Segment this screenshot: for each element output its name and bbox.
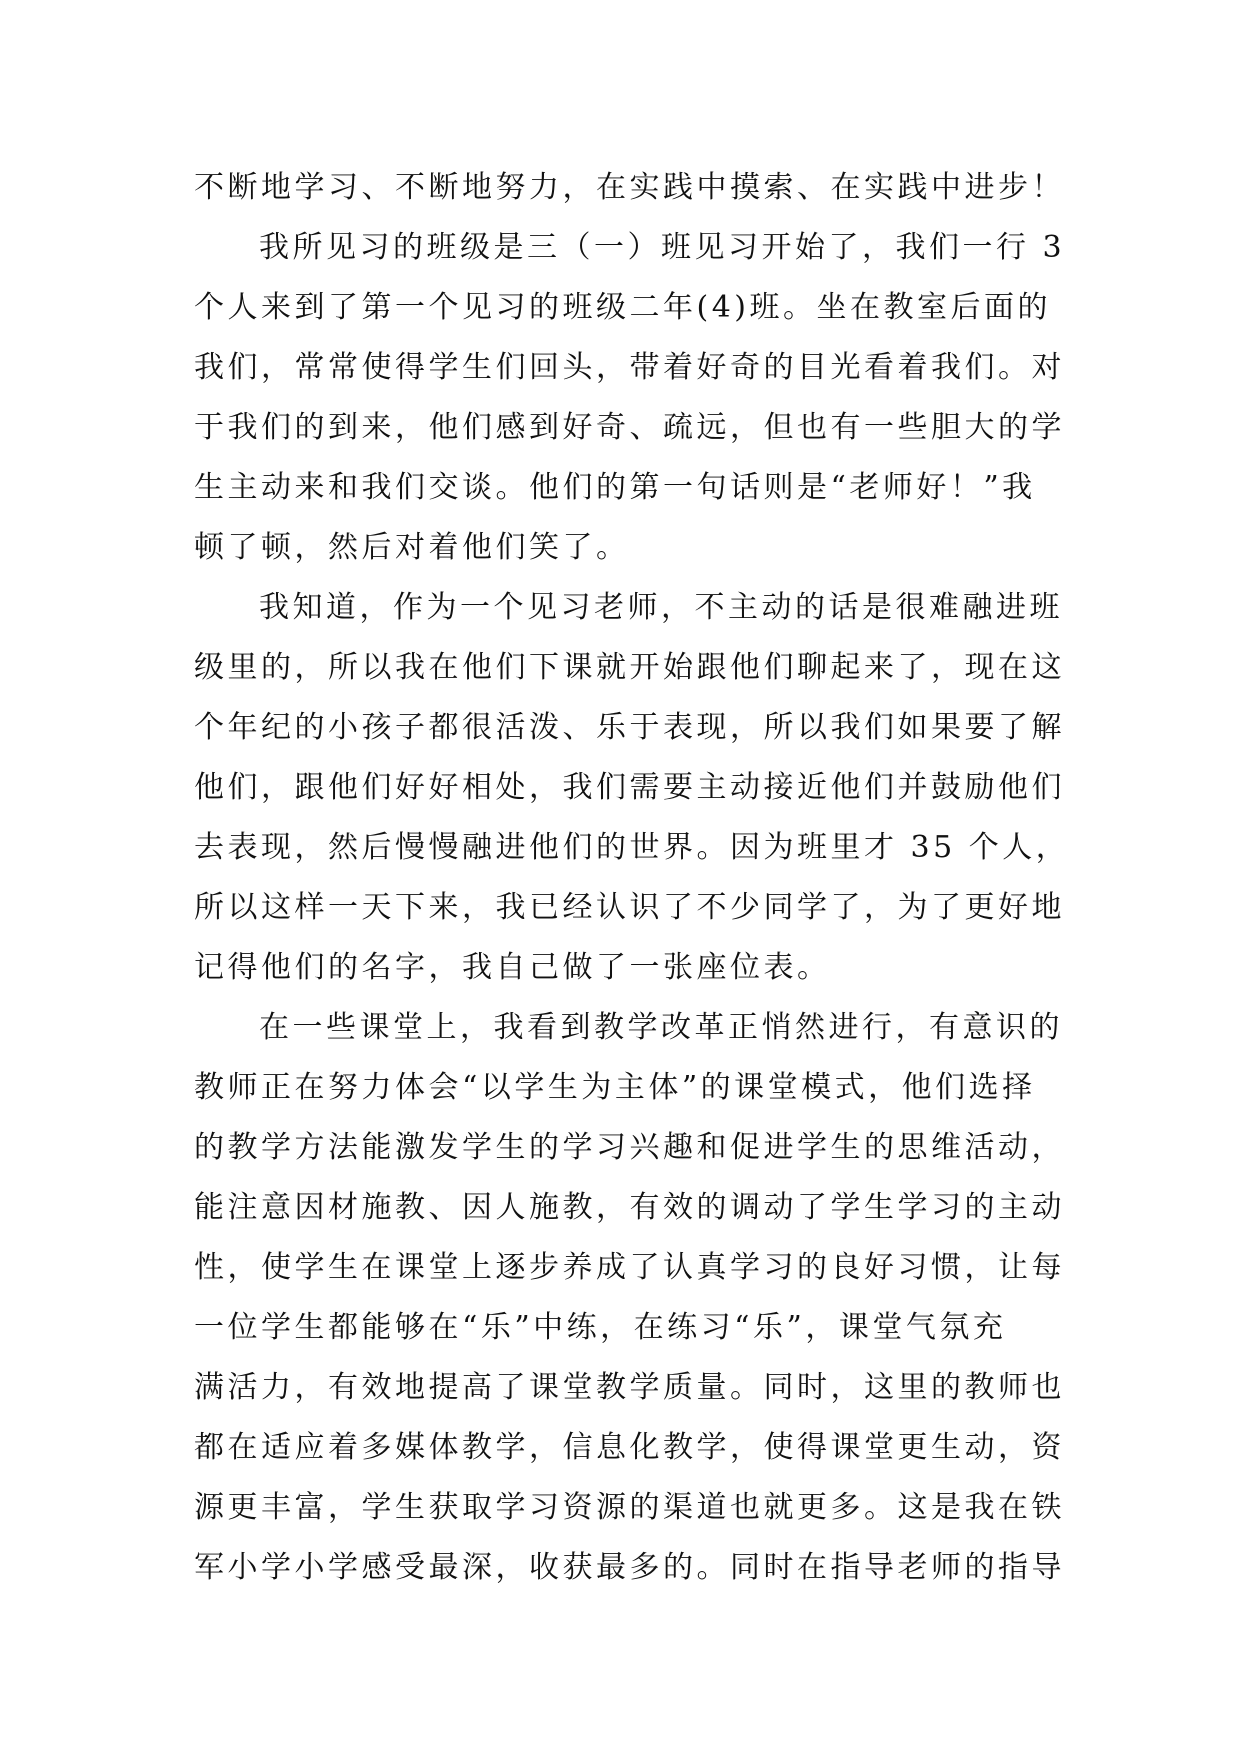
text-line: 我们，常常使得学生们回头，带着好奇的目光看着我们。对 [194, 350, 1065, 385]
text-line: 性，使学生在课堂上逐步养成了认真学习的良好习惯，让每 [194, 1250, 1065, 1285]
text-line: 去表现，然后慢慢融进他们的世界。因为班里才 35 个人， [194, 830, 1070, 865]
text-line: 于我们的到来，他们感到好奇、疏远，但也有一些胆大的学 [194, 410, 1065, 445]
text-line: 记得他们的名字，我自己做了一张座位表。 [194, 950, 831, 985]
text-line: 的教学方法能激发学生的学习兴趣和促进学生的思维活动， [194, 1130, 1065, 1165]
text-line: 级里的，所以我在他们下课就开始跟他们聊起来了，现在这 [194, 650, 1065, 685]
text-line: 源更丰富，学生获取学习资源的渠道也就更多。这是我在铁 [194, 1490, 1065, 1525]
paragraph-1 [194, 158, 1074, 218]
paragraph-2 [194, 218, 1074, 578]
text-line: 顿了顿，然后对着他们笑了。 [194, 530, 630, 565]
text-line: 满活力，有效地提高了课堂教学质量。同时，这里的教师也 [194, 1370, 1065, 1405]
text-line: 不断地学习、不断地努力，在实践中摸索、在实践中进步！ [194, 170, 1065, 205]
text-line: 军小学小学感受最深，收获最多的。同时在指导老师的指导 [194, 1550, 1065, 1585]
document-body [194, 158, 1074, 1598]
text-line: 他们，跟他们好好相处，我们需要主动接近他们并鼓励他们 [194, 770, 1065, 805]
paragraph-3 [194, 578, 1074, 998]
text-line: 生主动来和我们交谈。他们的第一句话则是“老师好！”我 [194, 470, 1036, 505]
text-line: 我知道，作为一个见习老师，不主动的话是很难融进班 [259, 590, 1063, 625]
text-line: 在一些课堂上，我看到教学改革正悄然进行，有意识的 [259, 1010, 1063, 1045]
text-line: 个年纪的小孩子都很活泼、乐于表现，所以我们如果要了解 [194, 710, 1065, 745]
text-line: 个人来到了第一个见习的班级二年(4)班。坐在教室后面的 [194, 290, 1051, 325]
text-line: 一位学生都能够在“乐”中练，在练习“乐”，课堂气氛充 [194, 1310, 1007, 1345]
text-line: 教师正在努力体会“以学生为主体”的课堂模式，他们选择 [194, 1070, 1036, 1105]
paragraph-4 [194, 998, 1074, 1598]
text-line: 都在适应着多媒体教学，信息化教学，使得课堂更生动，资 [194, 1430, 1065, 1465]
text-line: 所以这样一天下来，我已经认识了不少同学了，为了更好地 [194, 890, 1065, 925]
text-line: 我所见习的班级是三（一）班见习开始了，我们一行 3 [259, 230, 1066, 265]
text-line: 能注意因材施教、因人施教，有效的调动了学生学习的主动 [194, 1190, 1065, 1225]
